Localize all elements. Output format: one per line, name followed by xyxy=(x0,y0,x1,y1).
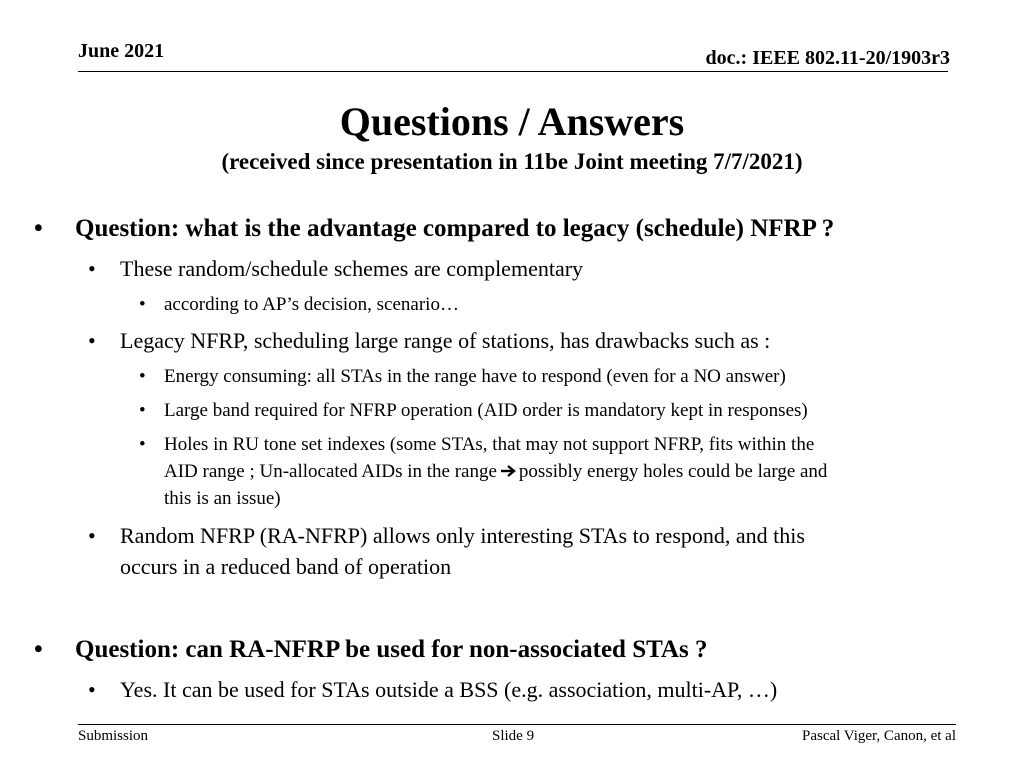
footer-author: Pascal Viger, Canon, et al xyxy=(801,728,956,744)
header-date: June 2021 xyxy=(78,40,165,62)
bullet-marker: • xyxy=(139,434,146,455)
answer-1-point-2-sub-3-line-2-part-2: possibly energy holes could be large and xyxy=(518,461,828,482)
bullet-marker: • xyxy=(88,677,96,702)
header-doc-id: doc.: IEEE 802.11-20/1903r3 xyxy=(705,47,950,69)
bullet-marker: • xyxy=(34,636,43,663)
slide-title: Questions / Answers xyxy=(339,99,685,144)
answer-1-point-2-sub-3-line-1: Holes in RU tone set indexes (some STAs, that may not support NFRP, fits within the xyxy=(164,434,815,455)
answer-1-point-3-line-2: occurs in a reduced band of operation xyxy=(120,554,452,579)
bullet-marker: • xyxy=(139,294,146,315)
question-1: Question: what is the advantage compared to legacy (schedule) NFRP ? xyxy=(75,215,835,242)
answer-2-point-1: Yes. It can be used for STAs outside a BSS (e.g. association, multi-AP, …) xyxy=(120,677,778,702)
question-2: Question: can RA-NFRP be used for non-associated STAs ? xyxy=(75,636,708,663)
footer-divider xyxy=(78,724,956,725)
bullet-marker: • xyxy=(139,400,146,421)
answer-1-point-2-sub-3-line-3: this is an issue) xyxy=(164,488,281,509)
answer-1-point-2: Legacy NFRP, scheduling large range of stations, has drawbacks such as : xyxy=(120,328,771,353)
answer-1-point-2-sub-3-line-2 xyxy=(164,461,827,483)
answer-1-point-2-sub-1: Energy consuming: all STAs in the range have to respond (even for a NO answer) xyxy=(164,366,786,387)
answer-1-point-1: These random/schedule schemes are complementary xyxy=(120,256,584,281)
slide-subtitle: (received since presentation in 11be Joint meeting 7/7/2021) xyxy=(221,149,803,174)
bullet-marker: • xyxy=(34,215,43,242)
answer-1-point-2-sub-3-line-2-part-1: AID range ; Un-allocated AIDs in the range xyxy=(164,461,497,482)
answer-1-point-3-line-1: Random NFRP (RA-NFRP) allows only interesting STAs to respond, and this xyxy=(120,523,805,548)
answer-1-point-2-sub-2: Large band required for NFRP operation (AID order is mandatory kept in responses) xyxy=(164,400,808,421)
bullet-marker: • xyxy=(88,328,96,353)
bullet-marker: • xyxy=(139,366,146,387)
bullet-marker: • xyxy=(88,256,96,281)
answer-1-point-1-sub-1: according to AP’s decision, scenario… xyxy=(164,294,459,315)
header-divider xyxy=(78,71,948,72)
footer-slide-number: Slide 9 xyxy=(492,728,535,744)
footer-submission: Submission xyxy=(78,728,149,744)
bullet-marker: • xyxy=(88,523,96,548)
arrow-right-icon xyxy=(500,464,516,478)
